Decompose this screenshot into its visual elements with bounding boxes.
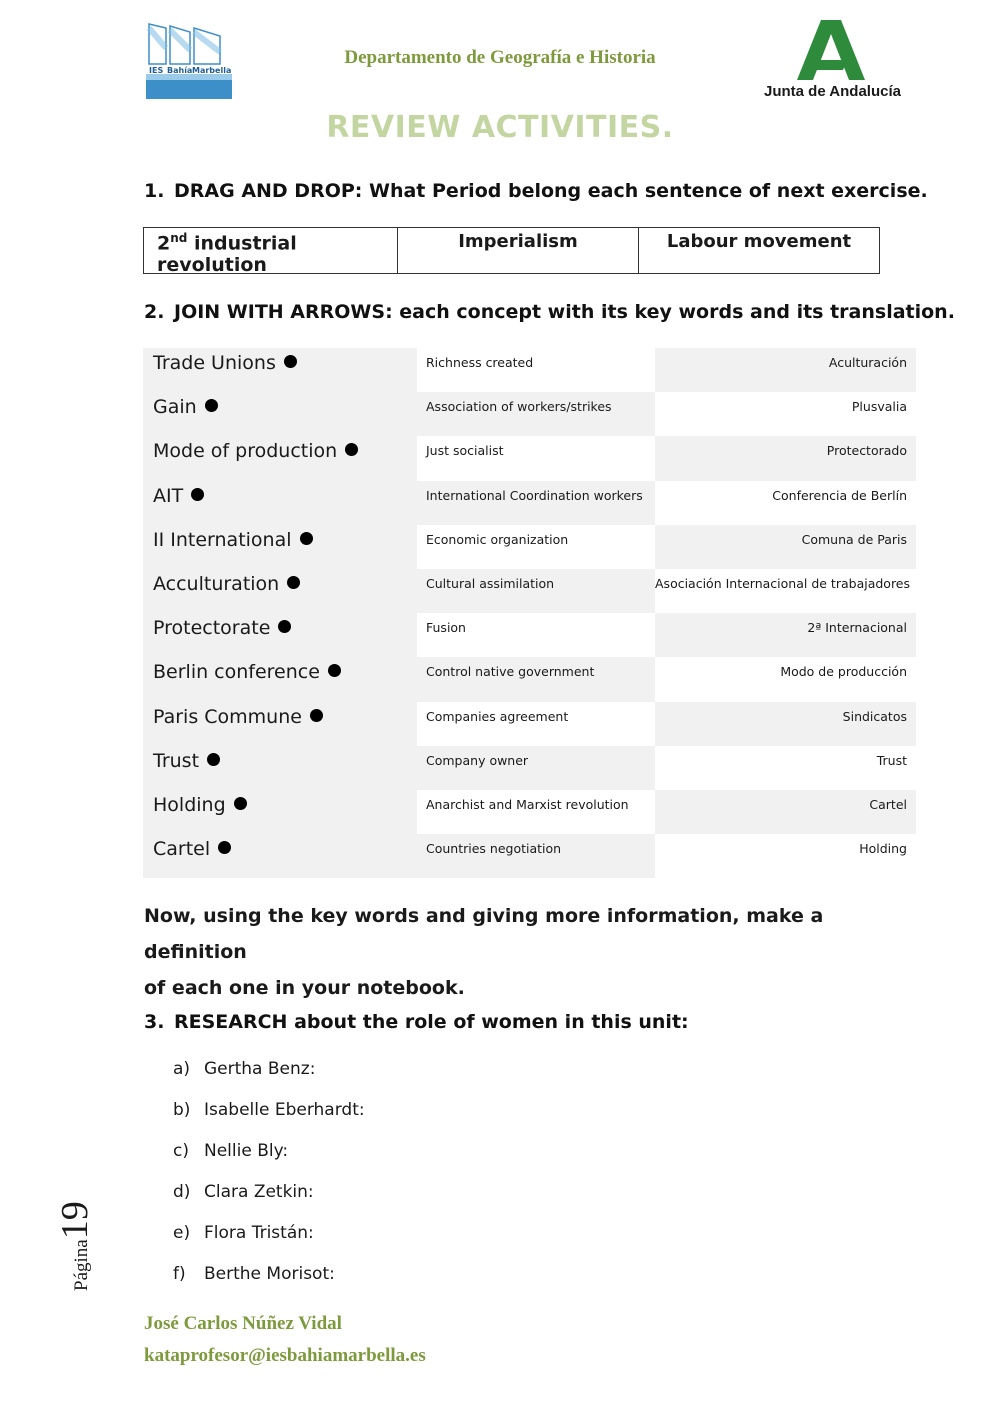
translation-cell[interactable] <box>655 790 916 834</box>
page-number-label: Página <box>71 1239 92 1291</box>
section1-heading <box>144 180 928 202</box>
concept-cell <box>143 525 417 569</box>
translation-cell[interactable] <box>655 392 916 436</box>
list-item-name: Gertha Benz: <box>204 1059 316 1079</box>
keyword-label: Fusion <box>426 620 466 636</box>
join-row <box>143 657 916 701</box>
concept-label: Trade Unions <box>153 352 276 374</box>
list-item-letter: e) <box>173 1223 191 1243</box>
join-arrows-table <box>143 348 916 878</box>
keyword-label: Companies agreement <box>426 708 569 724</box>
list-item-letter: a) <box>173 1059 191 1079</box>
definition-instructions-line2: of each one in your notebook. <box>144 977 465 999</box>
concept-cell <box>143 834 417 878</box>
list-item-name: Berthe Morisot: <box>204 1264 335 1284</box>
keyword-cell[interactable] <box>417 834 655 878</box>
connector-dot[interactable] <box>234 797 247 810</box>
keyword-label: Control native government <box>426 664 595 680</box>
keyword-cell[interactable] <box>417 348 655 392</box>
period-cell-industrial-revolution[interactable] <box>144 228 398 277</box>
concept-cell <box>143 436 417 480</box>
translation-cell[interactable] <box>655 657 916 701</box>
connector-dot[interactable] <box>300 532 313 545</box>
translation-cell[interactable] <box>655 481 916 525</box>
period-rest-text: industrial revolution <box>157 232 297 277</box>
concept-label: Paris Commune <box>153 705 302 728</box>
join-row <box>143 834 916 878</box>
translation-label: Holding <box>859 841 907 857</box>
translation-label: Conferencia de Berlín <box>772 487 907 503</box>
list-item <box>173 1053 365 1094</box>
concept-label: AIT <box>153 484 184 507</box>
keyword-cell[interactable] <box>417 569 655 613</box>
connector-dot[interactable] <box>328 664 341 677</box>
period-main-text: Imperialism <box>458 231 578 252</box>
section1-heading-text: DRAG AND DROP: What Period belong each sentence of next exercise. <box>174 180 928 202</box>
section3-heading <box>144 1011 689 1033</box>
join-row <box>143 348 916 392</box>
list-item-letter: b) <box>173 1100 191 1120</box>
connector-dot[interactable] <box>287 576 300 589</box>
list-item-name: Nellie Bly: <box>204 1141 289 1161</box>
keyword-label: International Coordination workers <box>426 487 643 503</box>
women-research-list <box>173 1053 365 1299</box>
concept-cell <box>143 746 417 790</box>
translation-label: Comuna de Paris <box>801 531 907 547</box>
connector-dot[interactable] <box>191 488 204 501</box>
translation-label: Sindicatos <box>842 708 907 724</box>
period-table <box>143 227 880 277</box>
list-item-letter: c) <box>173 1141 189 1161</box>
definition-instructions-line1: Now, using the key words and giving more information, make a definition <box>144 905 824 963</box>
connector-dot[interactable] <box>218 841 231 854</box>
keyword-cell[interactable] <box>417 481 655 525</box>
translation-cell[interactable] <box>655 834 916 878</box>
keyword-cell[interactable] <box>417 392 655 436</box>
concept-cell <box>143 657 417 701</box>
concept-label: Acculturation <box>153 572 280 595</box>
connector-dot[interactable] <box>345 443 358 456</box>
connector-dot[interactable] <box>205 399 218 412</box>
concept-label: Berlin conference <box>153 661 320 684</box>
translation-label: Asociación Internacional de trabajadores <box>655 575 911 591</box>
translation-label: Cartel <box>869 796 907 812</box>
keyword-cell[interactable] <box>417 702 655 746</box>
keyword-label: Cultural assimilation <box>426 575 555 591</box>
translation-label: Plusvalia <box>851 399 907 415</box>
period-cell-imperialism[interactable] <box>398 228 639 273</box>
period-main-text: 2 <box>157 232 171 255</box>
junta-logo <box>795 18 867 82</box>
keyword-cell[interactable] <box>417 525 655 569</box>
concept-cell <box>143 481 417 525</box>
junta-label: Junta de Andalucía <box>764 83 901 100</box>
keyword-cell[interactable] <box>417 790 655 834</box>
section3-number: 3. <box>144 1011 165 1033</box>
concept-cell <box>143 569 417 613</box>
keyword-label: Countries negotiation <box>426 841 562 857</box>
list-item <box>173 1176 365 1217</box>
concept-cell <box>143 613 417 657</box>
connector-dot[interactable] <box>310 709 323 722</box>
list-item-name: Clara Zetkin: <box>204 1182 314 1202</box>
period-cell-labour-movement[interactable] <box>639 228 879 273</box>
concept-cell <box>143 702 417 746</box>
join-row <box>143 613 916 657</box>
section3-heading-text: RESEARCH about the role of women in this unit: <box>174 1011 689 1033</box>
page-number <box>38 1186 118 1296</box>
definition-instructions <box>144 898 884 1006</box>
list-item-name: Isabelle Eberhardt: <box>204 1100 365 1120</box>
list-item-name: Flora Tristán: <box>204 1223 314 1243</box>
list-item-letter: d) <box>173 1182 191 1202</box>
concept-label: Trust <box>153 749 200 772</box>
keyword-cell[interactable] <box>417 436 655 480</box>
footer-email[interactable]: kataprofesor@iesbahiamarbella.es <box>144 1345 426 1366</box>
translation-cell[interactable] <box>655 613 916 657</box>
keyword-cell[interactable] <box>417 657 655 701</box>
connector-dot[interactable] <box>207 753 220 766</box>
translation-label: Protectorado <box>826 443 907 459</box>
school-logo <box>146 18 232 99</box>
join-row <box>143 481 916 525</box>
concept-label: II International <box>153 528 292 551</box>
period-superscript: nd <box>170 231 188 245</box>
concept-label: Holding <box>153 793 226 816</box>
page-number-value: 19 <box>54 1201 96 1240</box>
school-logo-marbella: Marbella <box>192 66 232 75</box>
keyword-label: Association of workers/strikes <box>426 399 612 415</box>
translation-cell[interactable] <box>655 348 916 392</box>
concept-cell <box>143 790 417 834</box>
translation-label: 2ª Internacional <box>807 620 907 636</box>
translation-cell[interactable] <box>655 702 916 746</box>
keyword-cell[interactable] <box>417 746 655 790</box>
translation-cell[interactable] <box>655 525 916 569</box>
period-main-text: Labour movement <box>666 231 852 252</box>
join-row <box>143 392 916 436</box>
translation-label: Aculturación <box>828 355 907 370</box>
connector-dot[interactable] <box>284 355 297 368</box>
keyword-label: Just socialist <box>426 443 504 459</box>
list-item <box>173 1258 365 1299</box>
concept-cell <box>143 348 417 392</box>
keyword-label: Company owner <box>426 752 529 768</box>
list-item-letter: f) <box>173 1264 186 1284</box>
join-row <box>143 746 916 790</box>
footer-author: José Carlos Núñez Vidal <box>144 1313 342 1334</box>
section2-number: 2. <box>144 301 165 323</box>
section2-heading <box>144 301 955 323</box>
concept-label: Mode of production <box>153 440 338 463</box>
join-row <box>143 702 916 746</box>
list-item <box>173 1094 365 1135</box>
keyword-label: Richness created <box>426 355 534 370</box>
list-item <box>173 1135 365 1176</box>
translation-label: Modo de producción <box>780 664 907 680</box>
keyword-label: Anarchist and Marxist revolution <box>426 796 629 812</box>
school-logo-ies: IES <box>149 66 164 75</box>
translation-cell[interactable] <box>655 746 916 790</box>
keyword-cell[interactable] <box>417 613 655 657</box>
section1-number: 1. <box>144 180 165 202</box>
join-row <box>143 569 916 613</box>
page-title: REVIEW ACTIVITIES. <box>326 110 674 145</box>
department-title: Departamento de Geografía e Historia <box>344 47 656 68</box>
school-logo-bahia: Bahía <box>167 66 193 75</box>
concept-label: Cartel <box>153 838 211 861</box>
concept-label: Protectorate <box>153 617 271 640</box>
join-row <box>143 436 916 480</box>
keyword-label: Economic organization <box>426 531 569 547</box>
join-row <box>143 790 916 834</box>
translation-cell[interactable] <box>655 569 916 613</box>
list-item <box>173 1217 365 1258</box>
concept-cell <box>143 392 417 436</box>
connector-dot[interactable] <box>278 620 291 633</box>
translation-label: Trust <box>876 752 907 768</box>
translation-cell[interactable] <box>655 436 916 480</box>
join-row <box>143 525 916 569</box>
concept-label: Gain <box>153 396 197 419</box>
section2-heading-text: JOIN WITH ARROWS: each concept with its key words and its translation. <box>174 301 955 323</box>
